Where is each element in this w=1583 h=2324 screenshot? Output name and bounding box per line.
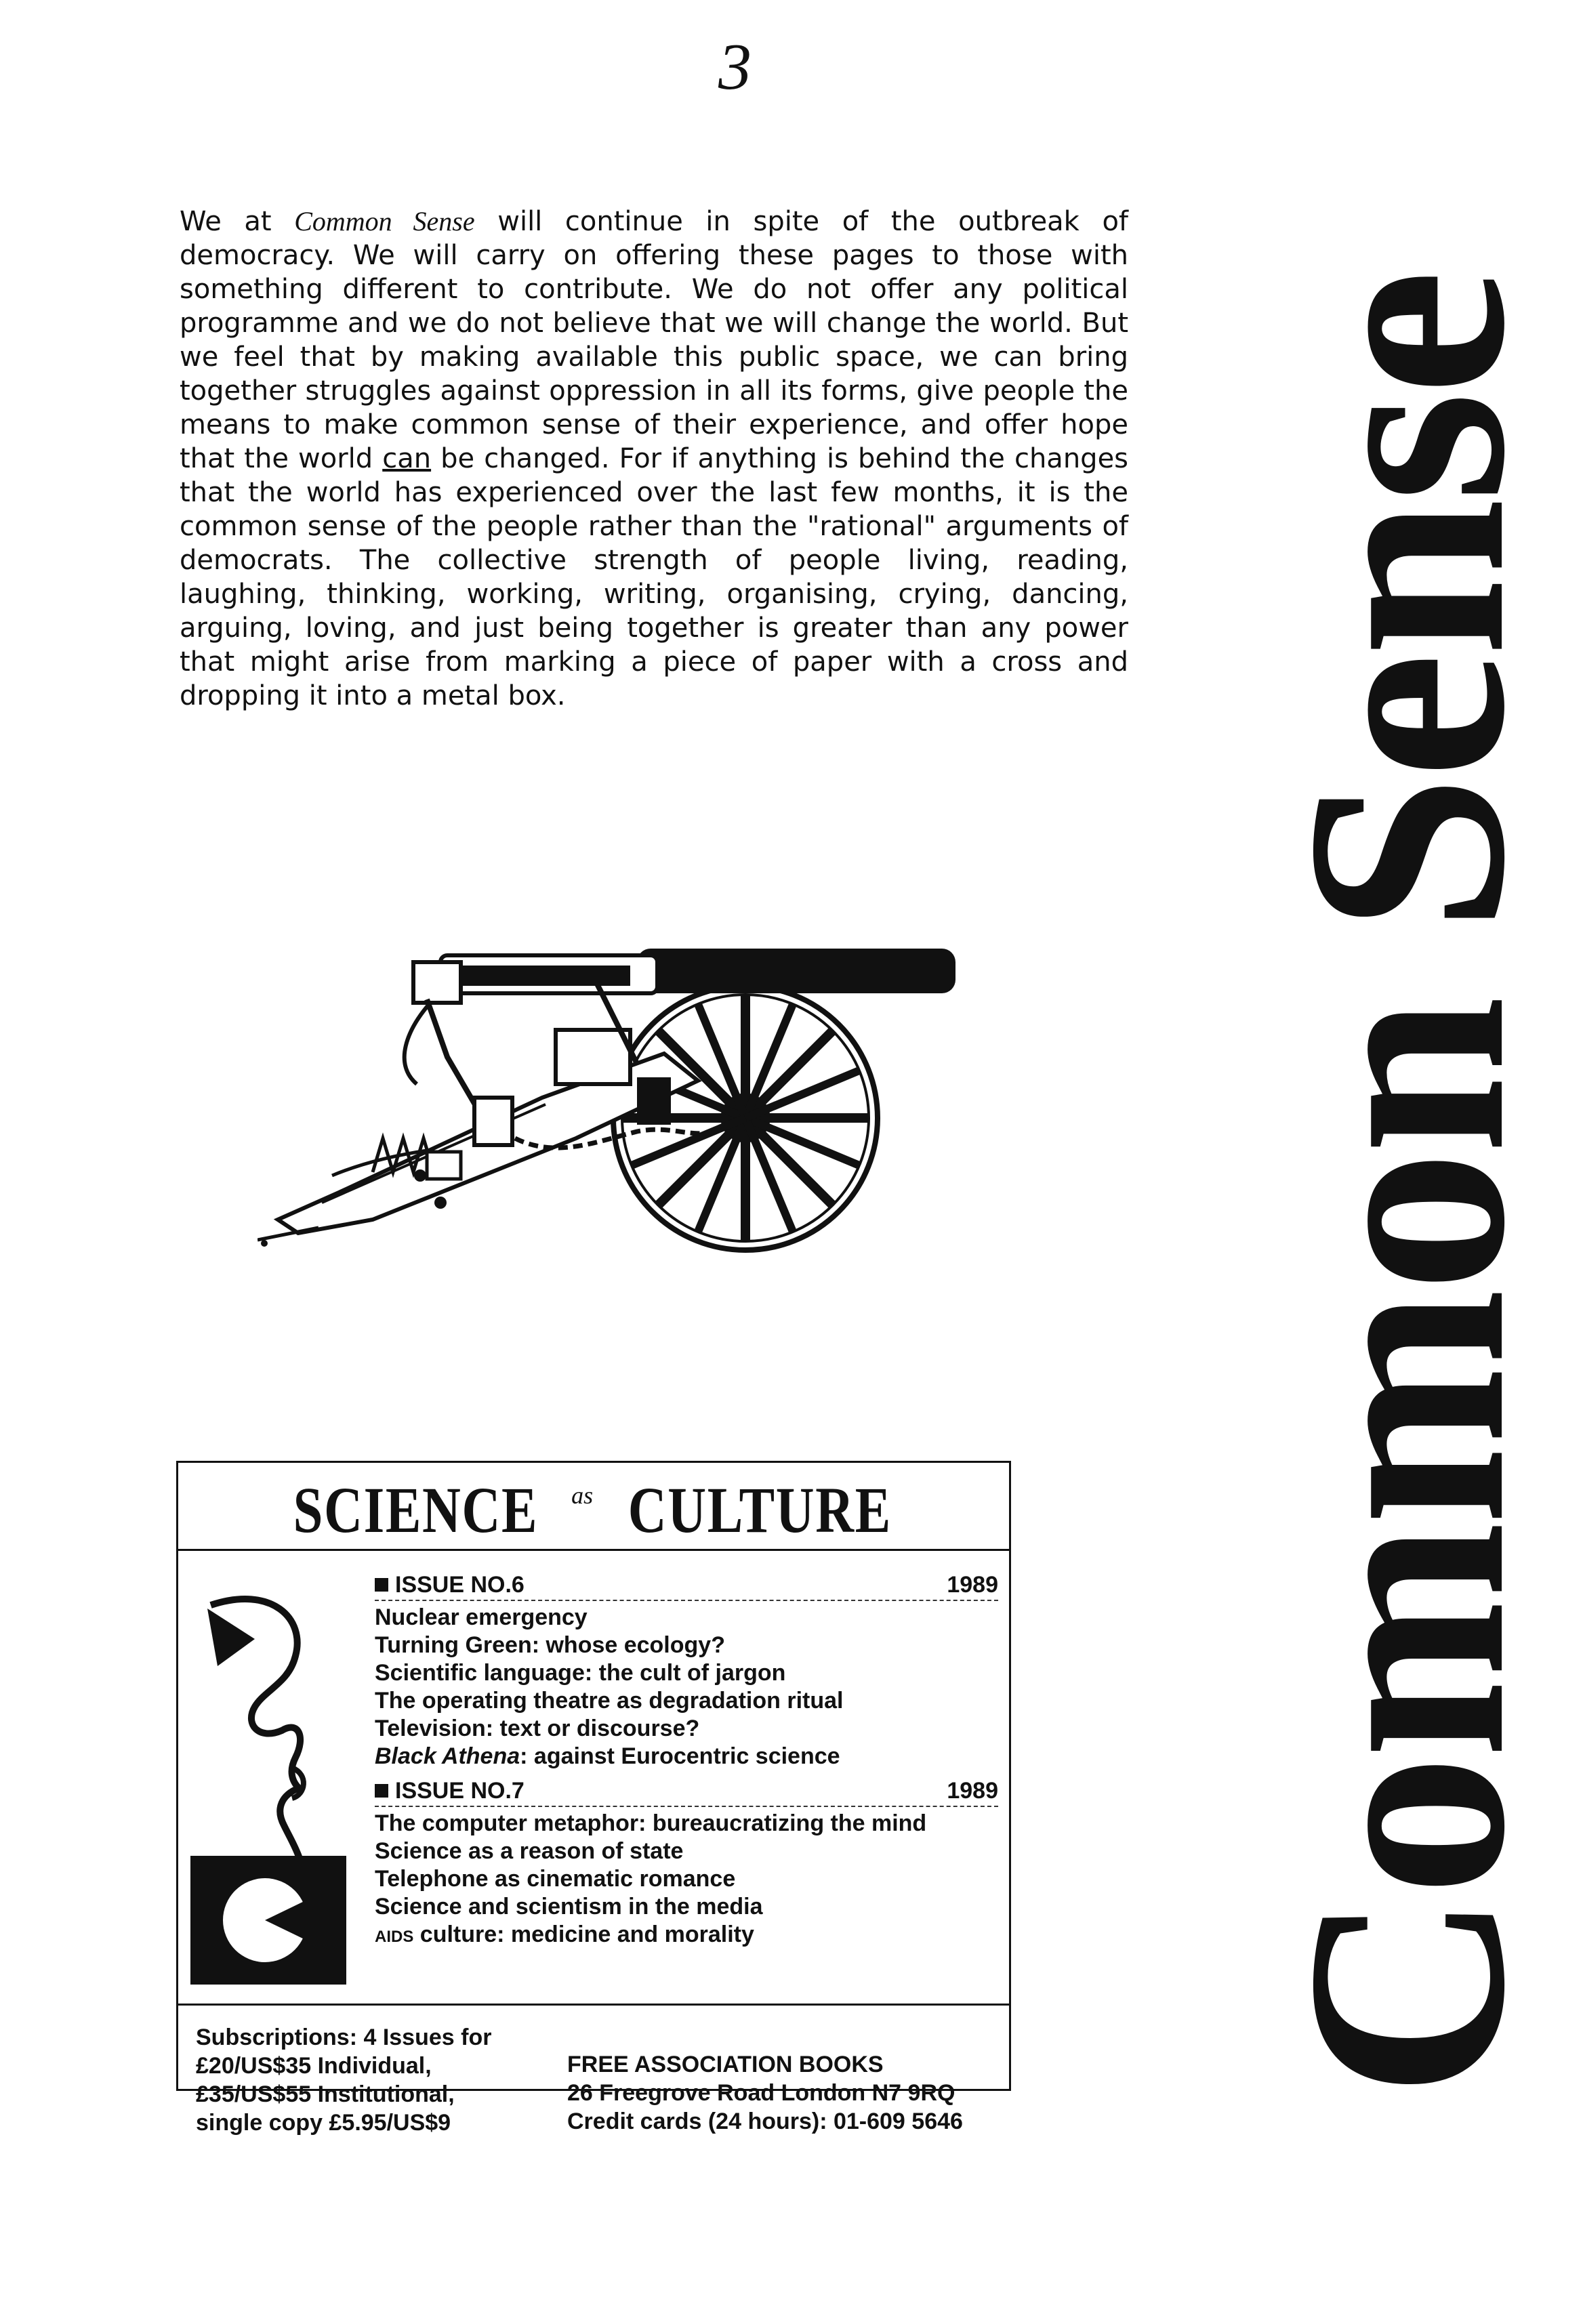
issue-7 <box>375 1777 998 1951</box>
subscription-line: Subscriptions: 4 Issues for <box>196 2025 492 2050</box>
issue-6-item: The operating theatre as degradation ritual <box>375 1688 844 1714</box>
issue-6-label: ISSUE NO.6 <box>395 1572 525 1598</box>
intro-emphasis: can <box>382 443 432 474</box>
intro-part-1: We at <box>180 206 295 237</box>
intro-paragraph <box>180 205 1128 713</box>
issue-7-item: Telephone as cinematic romance <box>375 1866 736 1892</box>
issue-7-item: Science and scientism in the media <box>375 1894 763 1920</box>
common-sense-masthead <box>1248 183 1563 2188</box>
issue-6-item: Television: text or discourse? <box>375 1716 700 1741</box>
issue-7-label: ISSUE NO.7 <box>395 1778 525 1804</box>
masthead-text: Common Sense <box>1248 273 1563 2098</box>
subscription-line: £35/US$55 Institutional, <box>196 2081 455 2107</box>
ad-footer <box>178 2004 1009 2136</box>
issue-6-item <box>375 1743 998 1770</box>
issue-7-year: 1989 <box>947 1778 998 1804</box>
issue-6-item-rest: : against Eurocentric science <box>520 1743 840 1769</box>
issue-7-item: Science as a reason of state <box>375 1838 684 1864</box>
publisher-line: 26 Freegrove Road London N7 9RQ <box>567 2080 955 2106</box>
ad-issues <box>375 1571 998 1957</box>
intro-publication-title: Common Sense <box>294 206 475 236</box>
subscription-line: £20/US$35 Individual, <box>196 2053 432 2079</box>
issue-7-item-rest: culture: medicine and morality <box>413 1922 754 1947</box>
square-bullet-icon <box>375 1784 388 1798</box>
issue-6-item-italic: Black Athena <box>375 1743 520 1769</box>
issue-6-item: Nuclear emergency <box>375 1604 588 1630</box>
issue-7-item-aids: AIDS <box>375 1928 414 1946</box>
issue-7-list <box>375 1810 998 1951</box>
publisher-info <box>567 2050 1001 2136</box>
head-silhouette-icon <box>190 1592 360 1985</box>
issue-6-list <box>375 1604 998 1770</box>
issue-7-item: The computer metaphor: bureaucratizing the mind <box>375 1810 927 1836</box>
issue-6-header <box>375 1571 998 1601</box>
issue-6 <box>375 1571 998 1770</box>
ad-title-culture: CULTURE <box>628 1474 892 1546</box>
issue-6-year: 1989 <box>947 1572 998 1598</box>
issue-7-item <box>375 1921 998 1951</box>
issue-6-item: Scientific language: the cult of jargon <box>375 1660 786 1686</box>
square-bullet-icon <box>375 1578 388 1592</box>
subscription-info <box>196 2023 562 2137</box>
publisher-line: FREE ASSOCIATION BOOKS <box>567 2052 884 2077</box>
issue-6-item: Turning Green: whose ecology? <box>375 1632 725 1658</box>
ad-title-science: SCIENCE <box>293 1474 539 1546</box>
science-as-culture-ad <box>176 1461 1011 2136</box>
cannon-illustration <box>258 935 962 1260</box>
ad-title-as: as <box>571 1482 594 1509</box>
ad-header <box>178 1463 1009 1551</box>
page-number: 3 <box>718 30 752 104</box>
issue-7-header <box>375 1777 998 1807</box>
intro-part-3: be changed. For if anything is behind the changes that the world has experienced over the last few months, it is the common sense of the people rather than the "rational" arguments of democrats. The collective strength of people living, reading, laughing, thinking, working, writing, organising, crying, dancing, arguing, loving, and just being together is greater than any power that might arise from marking a piece of paper with a cross and dropping it into a metal box. <box>180 443 1129 711</box>
publisher-line: Credit cards (24 hours): 01-609 5646 <box>567 2109 963 2134</box>
subscription-line: single copy £5.95/US$9 <box>196 2110 451 2136</box>
intro-part-2: will continue in spite of the outbreak of democracy. We will carry on offering these pages to those with something different to contribute. We do not offer any political programme and we do not believe that we will change the world. But we feel that by making available this public space, we can bring together struggles against oppression in all its forms, give people the means to make common sense of their experience, and offer hope that the world <box>180 206 1129 474</box>
